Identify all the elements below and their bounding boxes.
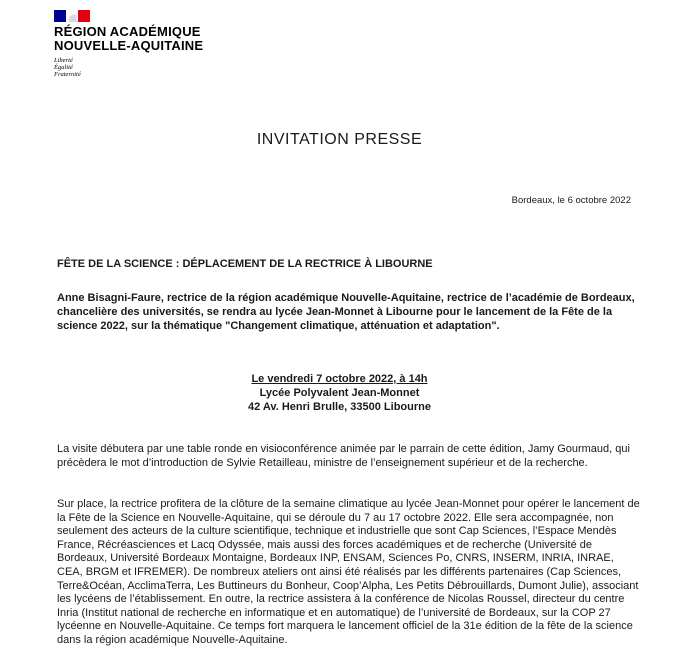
event-address: 42 Av. Henri Brulle, 33500 Libourne — [248, 401, 431, 413]
institution-logo — [54, 10, 224, 78]
motto-liberte: Liberté — [54, 57, 73, 64]
flag-blue-band — [54, 10, 66, 22]
subject-heading: FÊTE DE LA SCIENCE : DÉPLACEMENT DE LA RECTRICE À LIBOURNE — [57, 258, 433, 270]
motto-egalite: Égalité — [54, 64, 73, 71]
region-name-line2: NOUVELLE-AQUITAINE — [54, 38, 204, 53]
event-venue: Lycée Polyvalent Jean-Monnet — [259, 387, 420, 399]
event-details — [0, 372, 679, 414]
republic-motto — [54, 57, 224, 78]
republic-flag-icon — [54, 10, 90, 22]
flag-red-band — [78, 10, 90, 22]
region-name-line1: RÉGION ACADÉMIQUE — [54, 24, 201, 39]
event-date: Le vendredi 7 octobre 2022, à 14h — [251, 373, 428, 385]
body-paragraph: Sur place, la rectrice profitera de la clôture de la semaine climatique au lycée Jean-Monnet pour opérer le lancement de la Fête de la Science en Nouvelle-Aquitaine, qui se déroule du 7 au 17 octobre 2022. Elle sera accompagnée, non seulement des acteurs de la culture scientifique, technique et industrielle que sont Cap Sciences, l’Espace Mendès France, Récréasciences et Lacq Odyssée, mais aussi des forces académiques et de recherche (Université de Bordeaux, Université Bordeaux Montaigne, Bordeaux INP, ENSAM, Sciences Po, CNRS, INSERM, INRIA, INRAE, CEA, BRGM et IFREMER). De nombreux ateliers ont ainsi été réalisés par les différents partenaires (Cap Sciences, Terre&Océan, AcclimaTerra, Les Buttineurs du Bonheur, Coop’Alpha, Les Petits Débrouillards, Dumont Julie), associant les lycéens de l’établissement. En outre, la rectrice assistera à la conférence de Nicolas Roussel, directeur du centre Inria (Institut national de recherche en informatique et en automatique) de l’université de Bordeaux, sur la COP 27 lycéenne en Nouvelle-Aquitaine. Ce temps fort marquera le lancement officiel de la 31e édition de la fête de la science dans la région académique Nouvelle-Aquitaine. — [57, 498, 640, 646]
date-line: Bordeaux, le 6 octobre 2022 — [511, 195, 631, 206]
motto-fraternite: Fraternité — [54, 71, 81, 78]
document-title: INVITATION PRESSE — [256, 131, 423, 148]
lead-paragraph: Anne Bisagni-Faure, rectrice de la région académique Nouvelle-Aquitaine, rectrice de l’académie de Bordeaux, chancelière des universités, se rendra au lycée Jean-Monnet à Libourne pour le lancement de la Fête de la science 2022, sur la thématique "Changement climatique, atténuation et adaptation". — [57, 292, 635, 332]
body-paragraph: La visite débutera par une table ronde en visioconférence animée par le parrain de cette édition, Jamy Gourmaud, qui précèdera le mot d’introduction de Sylvie Retailleau, ministre de l’enseignement supérieur et de la recherche. — [57, 443, 630, 469]
